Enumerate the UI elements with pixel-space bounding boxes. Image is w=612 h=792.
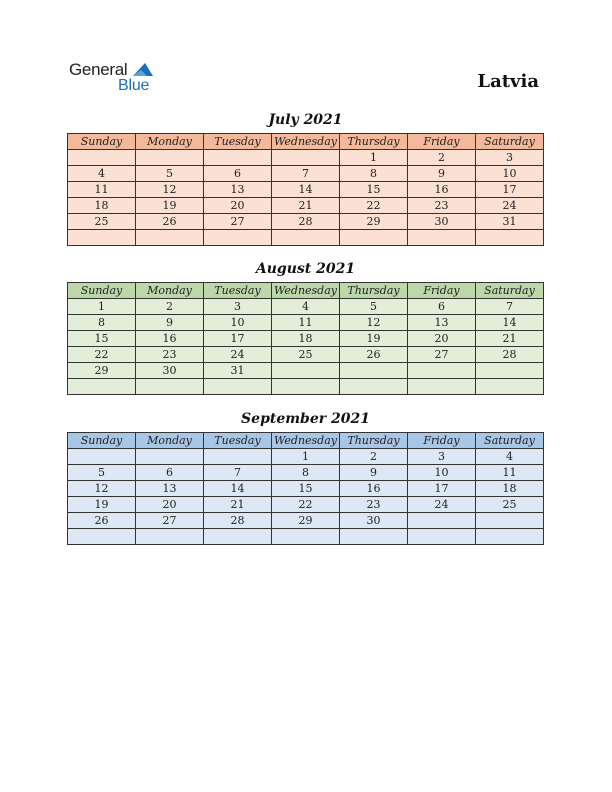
day-cell: 27 — [136, 513, 204, 529]
day-cell: 3 — [476, 150, 544, 166]
day-cell — [68, 379, 136, 395]
day-cell: 28 — [272, 214, 340, 230]
day-cell: 24 — [476, 198, 544, 214]
day-cell: 10 — [476, 166, 544, 182]
weekday-header-sunday: Sunday — [68, 283, 136, 299]
month-title-august: August 2021 — [255, 261, 356, 277]
day-cell — [68, 529, 136, 545]
day-cell — [136, 379, 204, 395]
day-cell: 25 — [476, 497, 544, 513]
day-cell: 10 — [204, 315, 272, 331]
day-cell: 4 — [68, 166, 136, 182]
day-cell — [136, 449, 204, 465]
day-cell: 20 — [408, 331, 476, 347]
week-row — [68, 529, 544, 545]
day-cell: 6 — [136, 465, 204, 481]
day-cell: 22 — [340, 198, 408, 214]
day-cell: 12 — [340, 315, 408, 331]
day-cell: 27 — [408, 347, 476, 363]
weekday-header-friday: Friday — [408, 283, 476, 299]
country-name: Latvia — [477, 71, 539, 92]
weekday-header-tuesday: Tuesday — [204, 134, 272, 150]
day-cell: 25 — [68, 214, 136, 230]
day-cell — [476, 363, 544, 379]
day-cell — [136, 150, 204, 166]
day-cell: 16 — [340, 481, 408, 497]
brand-logo — [69, 60, 169, 100]
day-cell — [340, 363, 408, 379]
day-cell: 17 — [476, 182, 544, 198]
weekday-header-saturday: Saturday — [476, 433, 544, 449]
day-cell: 24 — [204, 347, 272, 363]
weekday-header-row — [68, 283, 544, 299]
day-cell: 23 — [340, 497, 408, 513]
weekday-header-wednesday: Wednesday — [272, 433, 340, 449]
day-cell: 13 — [136, 481, 204, 497]
day-cell: 18 — [272, 331, 340, 347]
day-cell: 29 — [272, 513, 340, 529]
weekday-header-sunday: Sunday — [68, 433, 136, 449]
day-cell: 26 — [340, 347, 408, 363]
day-cell — [476, 513, 544, 529]
day-cell — [136, 529, 204, 545]
day-cell: 23 — [136, 347, 204, 363]
day-cell: 29 — [340, 214, 408, 230]
week-row — [68, 315, 544, 331]
day-cell: 6 — [408, 299, 476, 315]
day-cell: 11 — [68, 182, 136, 198]
day-cell — [204, 449, 272, 465]
day-cell: 19 — [136, 198, 204, 214]
day-cell: 31 — [476, 214, 544, 230]
day-cell: 10 — [408, 465, 476, 481]
week-row — [68, 230, 544, 246]
week-row — [68, 150, 544, 166]
week-row — [68, 198, 544, 214]
day-cell — [408, 363, 476, 379]
day-cell: 26 — [136, 214, 204, 230]
calendar-august — [67, 282, 544, 395]
week-row — [68, 379, 544, 395]
day-cell: 21 — [272, 198, 340, 214]
day-cell: 9 — [136, 315, 204, 331]
day-cell: 23 — [408, 198, 476, 214]
day-cell — [272, 363, 340, 379]
day-cell: 8 — [272, 465, 340, 481]
day-cell: 8 — [68, 315, 136, 331]
day-cell: 1 — [340, 150, 408, 166]
day-cell — [408, 513, 476, 529]
day-cell — [272, 379, 340, 395]
day-cell: 17 — [408, 481, 476, 497]
day-cell: 9 — [408, 166, 476, 182]
day-cell — [476, 230, 544, 246]
day-cell: 20 — [204, 198, 272, 214]
day-cell: 2 — [408, 150, 476, 166]
month-title-september: September 2021 — [241, 411, 370, 427]
day-cell — [272, 150, 340, 166]
day-cell: 22 — [272, 497, 340, 513]
day-cell: 14 — [476, 315, 544, 331]
day-cell: 16 — [136, 331, 204, 347]
day-cell — [408, 529, 476, 545]
week-row — [68, 331, 544, 347]
week-row — [68, 347, 544, 363]
day-cell: 9 — [340, 465, 408, 481]
day-cell: 11 — [272, 315, 340, 331]
day-cell: 4 — [476, 449, 544, 465]
day-cell: 20 — [136, 497, 204, 513]
day-cell: 19 — [68, 497, 136, 513]
weekday-header-thursday: Thursday — [340, 283, 408, 299]
logo-triangle-icon — [133, 63, 153, 77]
day-cell — [340, 230, 408, 246]
day-cell: 5 — [136, 166, 204, 182]
day-cell: 11 — [476, 465, 544, 481]
day-cell: 19 — [340, 331, 408, 347]
weekday-header-wednesday: Wednesday — [272, 134, 340, 150]
day-cell: 25 — [272, 347, 340, 363]
logo-text-general: General — [69, 60, 128, 79]
day-cell: 29 — [68, 363, 136, 379]
day-cell: 14 — [204, 481, 272, 497]
weekday-header-row — [68, 433, 544, 449]
day-cell: 4 — [272, 299, 340, 315]
day-cell: 15 — [272, 481, 340, 497]
day-cell: 7 — [476, 299, 544, 315]
day-cell — [204, 529, 272, 545]
week-row — [68, 497, 544, 513]
day-cell: 13 — [408, 315, 476, 331]
day-cell: 27 — [204, 214, 272, 230]
day-cell: 1 — [272, 449, 340, 465]
day-cell: 18 — [68, 198, 136, 214]
day-cell: 2 — [340, 449, 408, 465]
week-row — [68, 481, 544, 497]
day-cell: 24 — [408, 497, 476, 513]
day-cell: 3 — [408, 449, 476, 465]
day-cell — [340, 529, 408, 545]
weekday-header-wednesday: Wednesday — [272, 283, 340, 299]
weekday-header-row — [68, 134, 544, 150]
day-cell — [68, 150, 136, 166]
day-cell: 28 — [204, 513, 272, 529]
weekday-header-saturday: Saturday — [476, 283, 544, 299]
week-row — [68, 214, 544, 230]
day-cell — [340, 379, 408, 395]
weekday-header-friday: Friday — [408, 433, 476, 449]
day-cell — [204, 230, 272, 246]
day-cell: 2 — [136, 299, 204, 315]
weekday-header-monday: Monday — [136, 283, 204, 299]
calendar-july — [67, 133, 544, 246]
day-cell: 26 — [68, 513, 136, 529]
day-cell: 7 — [204, 465, 272, 481]
day-cell: 22 — [68, 347, 136, 363]
day-cell: 30 — [340, 513, 408, 529]
month-title-july: July 2021 — [268, 112, 343, 128]
day-cell — [204, 150, 272, 166]
day-cell: 5 — [340, 299, 408, 315]
day-cell: 6 — [204, 166, 272, 182]
week-row — [68, 465, 544, 481]
week-row — [68, 166, 544, 182]
day-cell: 13 — [204, 182, 272, 198]
week-row — [68, 299, 544, 315]
day-cell — [68, 230, 136, 246]
day-cell — [136, 230, 204, 246]
calendar-september — [67, 432, 544, 545]
day-cell: 18 — [476, 481, 544, 497]
day-cell — [476, 529, 544, 545]
logo-text-blue: Blue — [118, 77, 150, 94]
day-cell: 17 — [204, 331, 272, 347]
day-cell: 21 — [476, 331, 544, 347]
day-cell: 5 — [68, 465, 136, 481]
day-cell — [272, 230, 340, 246]
weekday-header-monday: Monday — [136, 134, 204, 150]
day-cell: 30 — [408, 214, 476, 230]
day-cell — [408, 379, 476, 395]
weekday-header-thursday: Thursday — [340, 134, 408, 150]
day-cell — [408, 230, 476, 246]
day-cell — [476, 379, 544, 395]
day-cell: 15 — [340, 182, 408, 198]
day-cell: 31 — [204, 363, 272, 379]
week-row — [68, 363, 544, 379]
week-row — [68, 182, 544, 198]
weekday-header-tuesday: Tuesday — [204, 283, 272, 299]
day-cell: 21 — [204, 497, 272, 513]
day-cell: 30 — [136, 363, 204, 379]
weekday-header-sunday: Sunday — [68, 134, 136, 150]
day-cell — [68, 449, 136, 465]
week-row — [68, 513, 544, 529]
day-cell: 7 — [272, 166, 340, 182]
day-cell: 12 — [68, 481, 136, 497]
weekday-header-monday: Monday — [136, 433, 204, 449]
day-cell: 15 — [68, 331, 136, 347]
day-cell — [272, 529, 340, 545]
week-row — [68, 449, 544, 465]
weekday-header-saturday: Saturday — [476, 134, 544, 150]
weekday-header-thursday: Thursday — [340, 433, 408, 449]
day-cell: 1 — [68, 299, 136, 315]
weekday-header-tuesday: Tuesday — [204, 433, 272, 449]
day-cell: 16 — [408, 182, 476, 198]
day-cell: 14 — [272, 182, 340, 198]
day-cell: 12 — [136, 182, 204, 198]
weekday-header-friday: Friday — [408, 134, 476, 150]
day-cell: 8 — [340, 166, 408, 182]
day-cell — [204, 379, 272, 395]
day-cell: 28 — [476, 347, 544, 363]
day-cell: 3 — [204, 299, 272, 315]
